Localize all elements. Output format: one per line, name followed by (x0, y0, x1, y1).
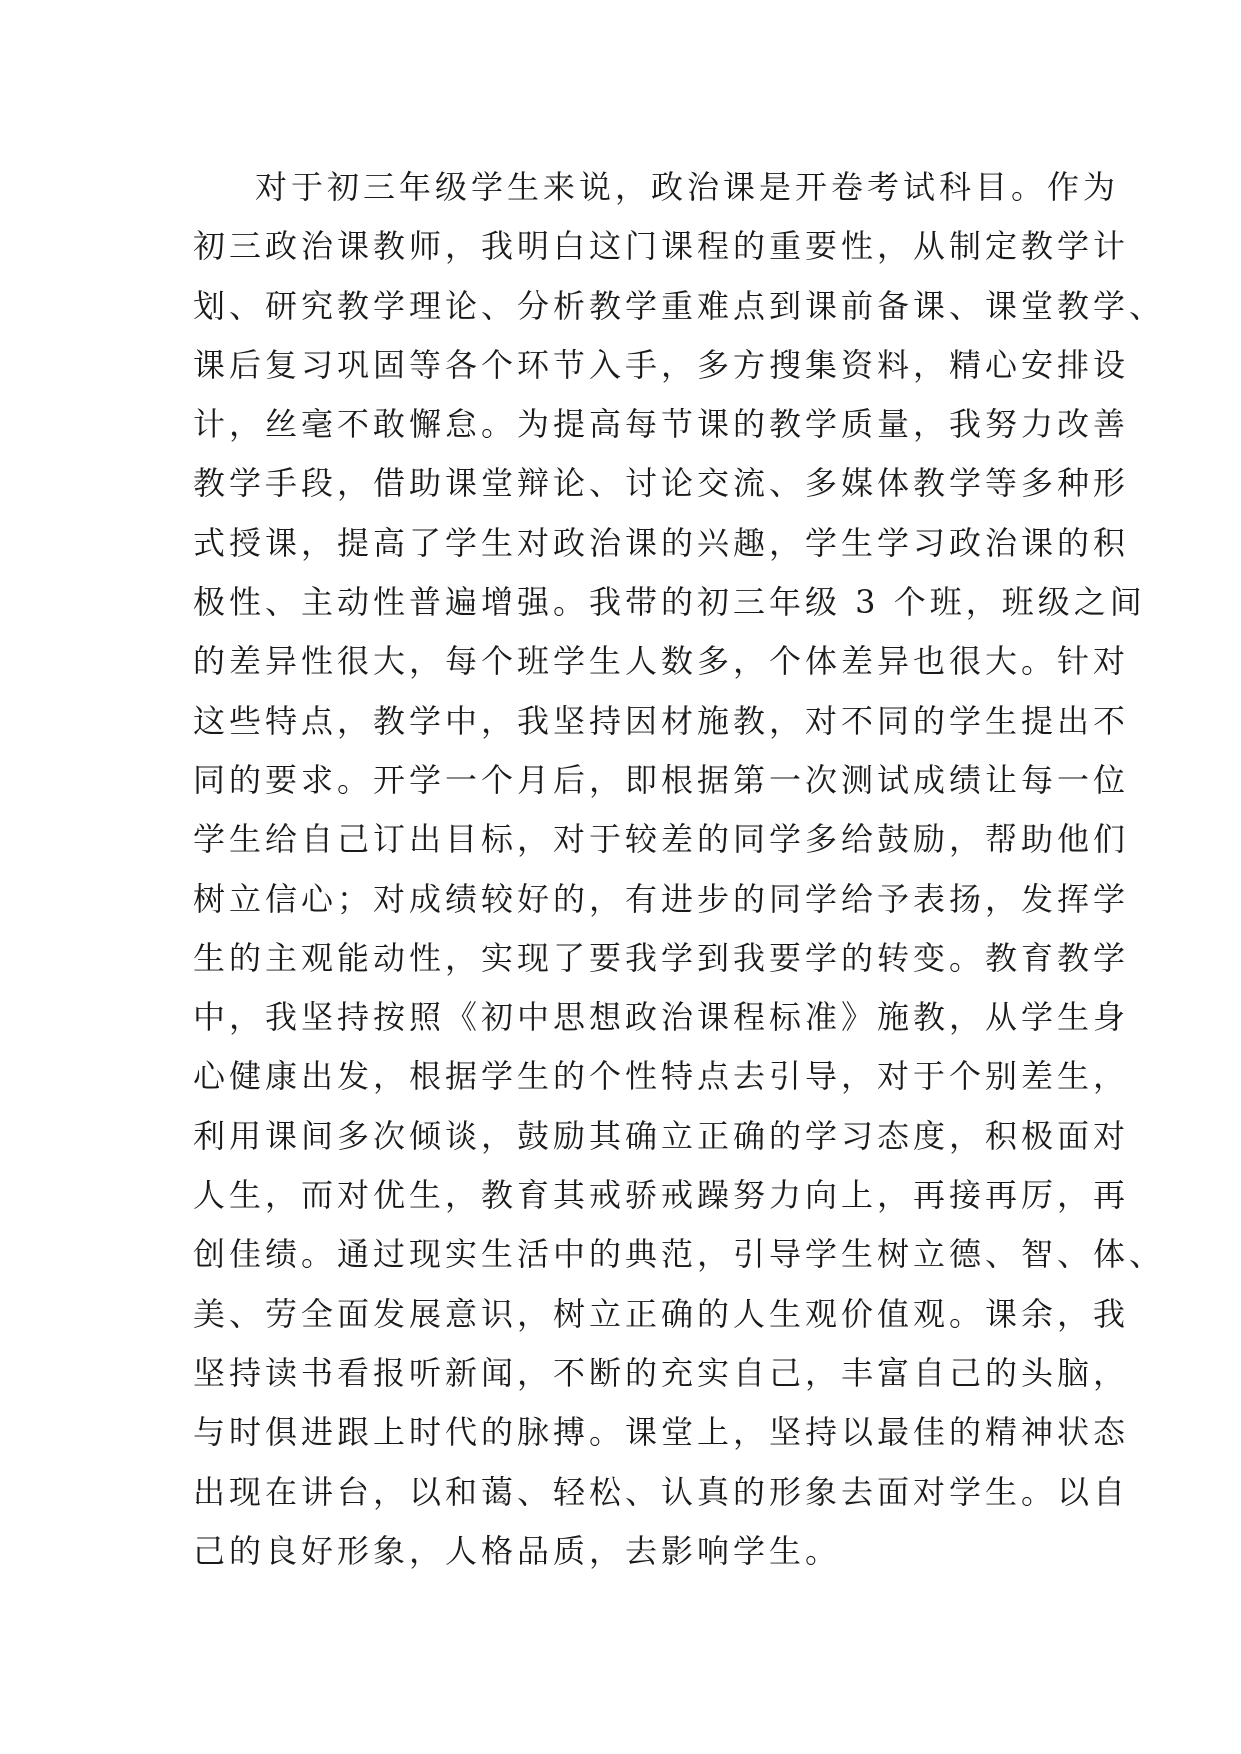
paragraph-line: 学生给自己订出目标，对于较差的同学多给鼓励，帮助他们 (193, 820, 1130, 859)
paragraph-line: 与时俱进跟上时代的脉搏。课堂上，坚持以最佳的精神状态 (193, 1413, 1130, 1452)
paragraph-line: 生的主观能动性，实现了要我学到我要学的转变。教育教学 (193, 938, 1130, 977)
paragraph-line: 式授课，提高了学生对政治课的兴趣，学生学习政治课的积 (193, 523, 1130, 562)
paragraph-line: 中，我坚持按照《初中思想政治课程标准》施教，从学生身 (193, 998, 1130, 1037)
paragraph-line: 人生，而对优生，教育其戒骄戒躁努力向上，再接再厉，再 (193, 1176, 1130, 1215)
paragraph-line: 对于初三年级学生来说，政治课是开卷考试科目。作为 (255, 168, 1120, 206)
paragraph-line: 这些特点，教学中，我坚持因材施教，对不同的学生提出不 (193, 701, 1130, 740)
paragraph-line: 初三政治课教师，我明白这门课程的重要性，从制定教学计 (193, 227, 1130, 266)
paragraph-line: 美、劳全面发展意识，树立正确的人生观价值观。课余，我 (193, 1294, 1130, 1333)
paragraph-line: 划、研究教学理论、分析教学重难点到课前备课、课堂教学、 (193, 286, 1166, 325)
paragraph-line: 同的要求。开学一个月后，即根据第一次测试成绩让每一位 (193, 760, 1130, 799)
body-paragraph (193, 158, 1166, 1581)
paragraph-line: 坚持读书看报听新闻，不断的充实自己，丰富自己的头脑， (193, 1353, 1130, 1392)
paragraph-line: 心健康出发，根据学生的个性特点去引导，对于个别差生， (193, 1057, 1130, 1096)
paragraph-line: 教学手段，借助课堂辩论、讨论交流、多媒体教学等多种形 (193, 464, 1130, 503)
paragraph-line: 极性、主动性普遍增强。我带的初三年级 3 个班，班级之间 (193, 583, 1146, 622)
paragraph-line: 树立信心；对成绩较好的，有进步的同学给予表扬，发挥学 (193, 879, 1130, 918)
paragraph-line: 创佳绩。通过现实生活中的典范，引导学生树立德、智、体、 (193, 1235, 1166, 1274)
paragraph-line: 的差异性很大，每个班学生人数多，个体差异也很大。针对 (193, 642, 1130, 681)
paragraph-line: 课后复习巩固等各个环节入手，多方搜集资料，精心安排设 (193, 345, 1130, 384)
paragraph-line: 利用课间多次倾谈，鼓励其确立正确的学习态度，积极面对 (193, 1116, 1130, 1155)
paragraph-line: 己的良好形象，人格品质，去影响学生。 (193, 1531, 842, 1570)
paragraph-line: 计，丝毫不敢懈怠。为提高每节课的教学质量，我努力改善 (193, 405, 1130, 444)
paragraph-line: 出现在讲台，以和蔼、轻松、认真的形象去面对学生。以自 (193, 1472, 1130, 1511)
